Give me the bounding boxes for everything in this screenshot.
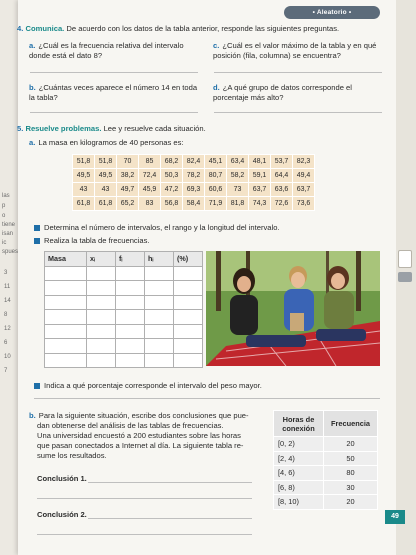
mass-value-cell: 63,7 bbox=[293, 183, 315, 197]
table-row bbox=[274, 495, 378, 510]
blank-cell[interactable] bbox=[174, 266, 203, 281]
item-text: La masa en kilogramos de 40 personas es: bbox=[38, 138, 184, 147]
blank-cell[interactable] bbox=[87, 339, 116, 354]
question-5-heading bbox=[17, 124, 387, 134]
blank-cell[interactable] bbox=[87, 353, 116, 368]
table-header: Masa bbox=[45, 252, 87, 267]
item-text: ¿Cuántas veces aparece el número 14 en toda la tabla? bbox=[29, 83, 198, 102]
question-number: 4. bbox=[17, 24, 24, 33]
mass-value-cell: 80,7 bbox=[205, 169, 227, 183]
answer-line[interactable] bbox=[214, 72, 382, 73]
blank-cell[interactable] bbox=[174, 339, 203, 354]
mass-value-cell: 70 bbox=[117, 155, 139, 169]
table-row bbox=[45, 266, 203, 281]
mass-value-cell: 71,9 bbox=[205, 197, 227, 211]
mass-value-cell: 53,7 bbox=[271, 155, 293, 169]
bullet-icon bbox=[34, 225, 40, 231]
question-4d bbox=[213, 83, 383, 103]
item-letter: b. bbox=[29, 411, 36, 420]
instruction-bullet bbox=[34, 223, 374, 233]
item-text: ¿Cuál es el valor máximo de la tabla y en qué posición (fila, columna) se encuentra? bbox=[213, 41, 377, 60]
margin-fragment: p bbox=[2, 203, 6, 209]
margin-fragment: spues bbox=[2, 249, 19, 255]
question-number: 5. bbox=[17, 124, 24, 133]
margin-number: 6 bbox=[4, 340, 8, 346]
margin-number: 10 bbox=[4, 354, 11, 360]
mass-value-cell: 81,8 bbox=[227, 197, 249, 211]
margin-number: 8 bbox=[4, 312, 8, 318]
item-text: Para la siguiente situación, escribe dos conclusiones que pue- bbox=[38, 411, 249, 420]
mass-value-cell: 85 bbox=[139, 155, 161, 169]
blank-cell[interactable] bbox=[45, 324, 87, 339]
blank-cell[interactable] bbox=[116, 310, 145, 325]
item-text: ¿Cuál es la frecuencia relativa del intervalo donde está el dato 8? bbox=[29, 41, 184, 60]
mass-value-cell: 49,7 bbox=[117, 183, 139, 197]
bullet-text: Realiza la tabla de frecuencias. bbox=[44, 236, 150, 245]
table-header-row bbox=[45, 252, 203, 267]
bullet-icon bbox=[34, 238, 40, 244]
blank-cell[interactable] bbox=[116, 295, 145, 310]
blank-cell[interactable] bbox=[87, 324, 116, 339]
blank-cell[interactable] bbox=[174, 295, 203, 310]
blank-cell[interactable] bbox=[45, 295, 87, 310]
mass-value-cell: 61,8 bbox=[73, 197, 95, 211]
item-letter: b. bbox=[29, 83, 36, 92]
item-letter: a. bbox=[29, 41, 36, 50]
answer-line[interactable] bbox=[30, 72, 198, 73]
blank-cell[interactable] bbox=[45, 266, 87, 281]
margin-number: 7 bbox=[4, 368, 8, 374]
mass-value-cell: 82,4 bbox=[183, 155, 205, 169]
mass-value-cell: 72,6 bbox=[271, 197, 293, 211]
item-text: que pasan conectados a Internet al día. La siguiente tabla re- bbox=[37, 441, 244, 450]
mass-value-cell: 78,2 bbox=[183, 169, 205, 183]
answer-line[interactable] bbox=[30, 112, 198, 113]
blank-cell[interactable] bbox=[145, 324, 174, 339]
mass-value-cell: 38,2 bbox=[117, 169, 139, 183]
bookmark-tab bbox=[398, 272, 412, 282]
margin-fragment: tiene bbox=[2, 222, 16, 228]
mass-value-cell: 49,5 bbox=[95, 169, 117, 183]
margin-number: 14 bbox=[4, 298, 11, 304]
item-letter: a. bbox=[29, 138, 36, 147]
question-4c bbox=[213, 41, 383, 61]
table-header: xᵢ bbox=[87, 252, 116, 267]
margin-number: 11 bbox=[4, 284, 11, 290]
mass-value-cell: 59,1 bbox=[249, 169, 271, 183]
mass-value-cell: 63,4 bbox=[227, 155, 249, 169]
bullet-text: Indica a qué porcentaje corresponde el intervalo del peso mayor. bbox=[44, 381, 262, 390]
interval-cell: [6, 8) bbox=[274, 480, 324, 495]
question-title: Comunica. bbox=[25, 24, 65, 33]
conclusion-2-line[interactable] bbox=[88, 518, 252, 519]
blank-cell[interactable] bbox=[145, 339, 174, 354]
instruction-bullet bbox=[34, 381, 374, 391]
table-row bbox=[45, 295, 203, 310]
question-4b bbox=[29, 83, 201, 103]
table-header: fᵢ bbox=[116, 252, 145, 267]
interval-cell: [4, 6) bbox=[274, 466, 324, 481]
mass-value-cell: 65,2 bbox=[117, 197, 139, 211]
table-row bbox=[274, 466, 378, 481]
mass-value-cell: 63,6 bbox=[271, 183, 293, 197]
blank-cell[interactable] bbox=[145, 353, 174, 368]
question-title: Resuelve problemas. bbox=[25, 124, 102, 133]
page-number: 49 bbox=[385, 510, 405, 524]
frequency-cell: 80 bbox=[324, 466, 378, 481]
question-5b bbox=[29, 411, 269, 461]
blank-cell[interactable] bbox=[45, 310, 87, 325]
table-row bbox=[45, 353, 203, 368]
mass-value-cell: 82,3 bbox=[293, 155, 315, 169]
mass-value-cell: 72,4 bbox=[139, 169, 161, 183]
table-row bbox=[45, 310, 203, 325]
blank-cell[interactable] bbox=[145, 266, 174, 281]
item-text: sume los resultados. bbox=[37, 451, 107, 460]
blank-cell[interactable] bbox=[87, 281, 116, 296]
item-letter: d. bbox=[213, 83, 220, 92]
table-row bbox=[45, 339, 203, 354]
frequency-table-blank[interactable] bbox=[44, 251, 203, 368]
interval-cell: [0, 2) bbox=[274, 437, 324, 452]
margin-fragment: ic bbox=[2, 240, 7, 246]
table-row bbox=[73, 155, 315, 169]
table-header: (%) bbox=[174, 252, 203, 267]
interval-cell: [8, 10) bbox=[274, 495, 324, 510]
mass-value-cell: 45,1 bbox=[205, 155, 227, 169]
table-header: Frecuencia bbox=[324, 411, 378, 437]
table-row bbox=[274, 451, 378, 466]
table-row bbox=[274, 480, 378, 495]
frequency-cell: 30 bbox=[324, 480, 378, 495]
mass-value-cell: 47,2 bbox=[161, 183, 183, 197]
answer-line[interactable] bbox=[214, 112, 382, 113]
mass-value-cell: 43 bbox=[95, 183, 117, 197]
mass-value-cell: 73 bbox=[227, 183, 249, 197]
blank-cell[interactable] bbox=[116, 353, 145, 368]
blank-cell[interactable] bbox=[145, 281, 174, 296]
item-text: Una universidad encuestó a 200 estudiantes sobre las horas bbox=[37, 431, 241, 440]
mass-value-cell: 49,5 bbox=[73, 169, 95, 183]
blank-cell[interactable] bbox=[45, 353, 87, 368]
mass-value-cell: 49,4 bbox=[293, 169, 315, 183]
mass-value-cell: 69,3 bbox=[183, 183, 205, 197]
mass-value-cell: 51,8 bbox=[95, 155, 117, 169]
table-row bbox=[45, 324, 203, 339]
blank-cell[interactable] bbox=[116, 281, 145, 296]
mass-value-cell: 60,6 bbox=[205, 183, 227, 197]
answer-line[interactable] bbox=[34, 398, 380, 399]
margin-fragment: isan bbox=[2, 231, 14, 237]
frequency-cell: 20 bbox=[324, 437, 378, 452]
margin-fragment: las bbox=[2, 193, 10, 199]
mass-value-cell: 63,7 bbox=[249, 183, 271, 197]
frequency-cell: 20 bbox=[324, 495, 378, 510]
conclusion-2-label: Conclusión 2. bbox=[37, 510, 87, 519]
photo-illustration bbox=[206, 251, 380, 366]
margin-number: 12 bbox=[4, 326, 11, 332]
mass-value-cell: 48,1 bbox=[249, 155, 271, 169]
mass-value-cell: 45,9 bbox=[139, 183, 161, 197]
bullet-text: Determina el número de intervalos, el rango y la longitud del intervalo. bbox=[44, 223, 280, 232]
blank-cell[interactable] bbox=[116, 266, 145, 281]
blank-cell[interactable] bbox=[87, 310, 116, 325]
item-text: dan obtenerse del análisis de las tablas de frecuencias. bbox=[37, 421, 224, 430]
table-row bbox=[274, 437, 378, 452]
mass-value-cell: 58,4 bbox=[183, 197, 205, 211]
table-row bbox=[73, 169, 315, 183]
question-4a bbox=[29, 41, 201, 61]
section-badge: • Aleatorio • bbox=[284, 6, 380, 19]
blank-cell[interactable] bbox=[116, 339, 145, 354]
table-row bbox=[45, 281, 203, 296]
table-row bbox=[73, 197, 315, 211]
question-5a bbox=[29, 138, 369, 148]
internet-hours-table bbox=[273, 410, 378, 510]
mass-value-cell: 73,6 bbox=[293, 197, 315, 211]
blank-cell[interactable] bbox=[174, 353, 203, 368]
table-header: Horas de conexión bbox=[274, 411, 324, 437]
mass-value-cell: 83 bbox=[139, 197, 161, 211]
mass-value-cell: 74,3 bbox=[249, 197, 271, 211]
question-text: De acuerdo con los datos de la tabla anterior, responde las siguientes preguntas. bbox=[64, 24, 340, 33]
item-letter: c. bbox=[213, 41, 220, 50]
mass-value-cell: 64,4 bbox=[271, 169, 293, 183]
table-header: hᵢ bbox=[145, 252, 174, 267]
bullet-icon bbox=[34, 383, 40, 389]
mass-value-cell: 58,2 bbox=[227, 169, 249, 183]
students-picnic-photo bbox=[206, 251, 380, 366]
blank-cell[interactable] bbox=[145, 295, 174, 310]
conclusion-1-line[interactable] bbox=[88, 482, 252, 483]
blank-cell[interactable] bbox=[174, 310, 203, 325]
conclusion-1-label: Conclusión 1. bbox=[37, 474, 87, 483]
mass-value-cell: 68,2 bbox=[161, 155, 183, 169]
question-text: Lee y resuelve cada situación. bbox=[101, 124, 206, 133]
blank-cell[interactable] bbox=[87, 295, 116, 310]
item-text: ¿A qué grupo de datos corresponde el porcentaje más alto? bbox=[213, 83, 352, 102]
mass-value-cell: 51,8 bbox=[73, 155, 95, 169]
blank-cell[interactable] bbox=[45, 281, 87, 296]
margin-fragment: o bbox=[2, 213, 6, 219]
question-4-heading bbox=[17, 24, 387, 34]
blank-cell[interactable] bbox=[116, 324, 145, 339]
frequency-cell: 50 bbox=[324, 451, 378, 466]
blank-cell[interactable] bbox=[145, 310, 174, 325]
conclusion-2-line[interactable] bbox=[37, 534, 252, 535]
conclusion-1-line[interactable] bbox=[37, 498, 252, 499]
blank-cell[interactable] bbox=[45, 339, 87, 354]
blank-cell[interactable] bbox=[87, 266, 116, 281]
mass-value-cell: 50,3 bbox=[161, 169, 183, 183]
margin-number: 3 bbox=[4, 270, 8, 276]
mass-data-table bbox=[72, 154, 315, 211]
blank-cell[interactable] bbox=[174, 281, 203, 296]
blank-cell[interactable] bbox=[174, 324, 203, 339]
mass-value-cell: 61,8 bbox=[95, 197, 117, 211]
mass-value-cell: 43 bbox=[73, 183, 95, 197]
table-row bbox=[73, 183, 315, 197]
bookmark-tab bbox=[398, 250, 412, 268]
interval-cell: [2, 4) bbox=[274, 451, 324, 466]
instruction-bullet bbox=[34, 236, 374, 246]
mass-value-cell: 56,8 bbox=[161, 197, 183, 211]
